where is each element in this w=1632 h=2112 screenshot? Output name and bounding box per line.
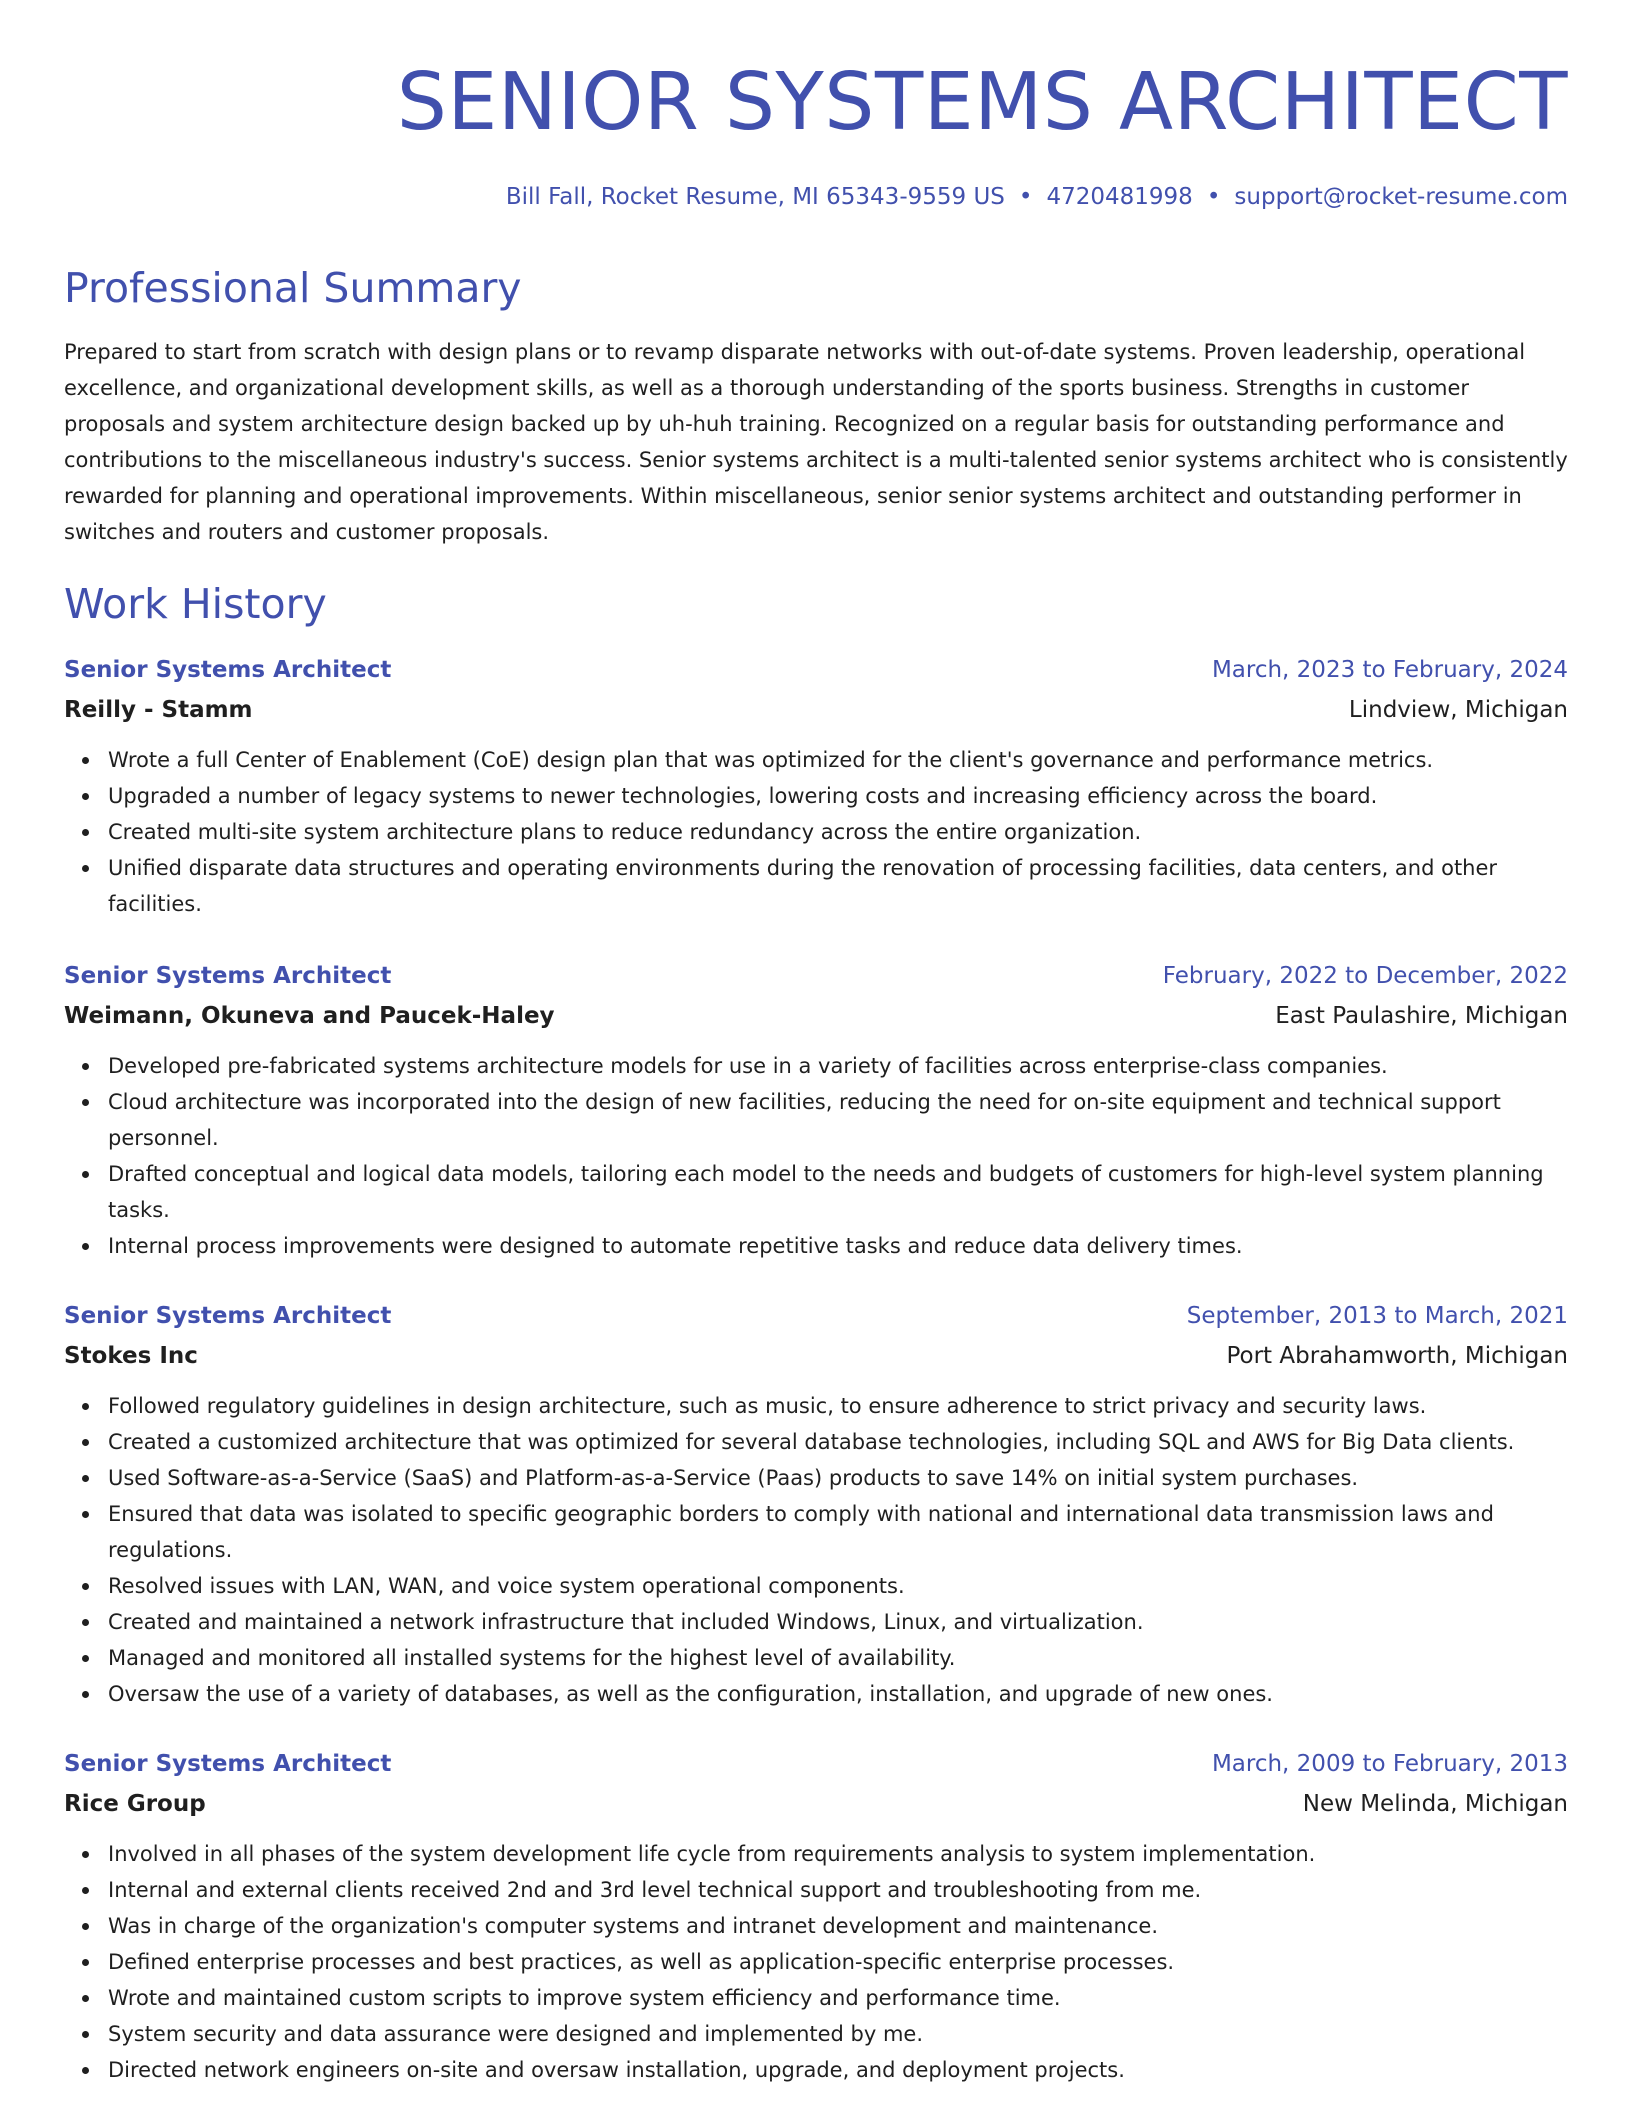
contact-separator: • <box>1018 184 1033 210</box>
contact-separator: • <box>1206 184 1221 210</box>
contact-phone: 4720481998 <box>1046 184 1193 210</box>
job-bullet: Created and maintained a network infrastructure that included Windows, Linux, and virtualization. <box>108 1604 1568 1640</box>
job-bullet-list <box>64 1836 1568 2088</box>
job-header-row <box>64 650 1568 690</box>
job-location: East Paulashire, Michigan <box>1275 1003 1568 1029</box>
job-dates: September, 2013 to March, 2021 <box>1186 1303 1568 1329</box>
job-bullet: Cloud architecture was incorporated into the design of new facilities, reducing the need for on-site equipment and technical support personnel. <box>108 1084 1568 1156</box>
job-bullet: Was in charge of the organization's computer systems and intranet development and maintenance. <box>108 1908 1568 1944</box>
job-header-row <box>64 956 1568 996</box>
job-company-row <box>64 1784 1568 1824</box>
resume-title: SENIOR SYSTEMS ARCHITECT <box>396 56 1568 148</box>
job-entry <box>64 1296 1568 1712</box>
job-bullet-list <box>64 742 1568 922</box>
job-bullet: Developed pre-fabricated systems architecture models for use in a variety of facilities across enterprise-class companies. <box>108 1048 1568 1084</box>
job-bullet: Upgraded a number of legacy systems to newer technologies, lowering costs and increasing efficiency across the board. <box>108 778 1568 814</box>
job-bullet: Unified disparate data structures and operating environments during the renovation of processing facilities, data centers, and other facilities. <box>108 850 1568 922</box>
job-company-row <box>64 690 1568 730</box>
job-company-row <box>64 1336 1568 1376</box>
job-bullet: Internal process improvements were designed to automate repetitive tasks and reduce data delivery times. <box>108 1228 1568 1264</box>
job-bullet-list <box>64 1388 1568 1712</box>
summary-text: Prepared to start from scratch with design plans or to revamp disparate networks with out-of-date systems. Proven leadership, operational excellence, and organizational development skills, as well as a thorough understanding of the sports business. Strengths in customer proposals and system architecture design backed up by uh-huh training. Recognized on a regular basis for outstanding performance and contributions to the miscellaneous industry's success. Senior systems architect is a multi-talented senior systems architect who is consistently rewarded for planning and operational improvements. Within miscellaneous, senior senior systems architect and outstanding performer in switches and routers and customer proposals. <box>64 340 1568 544</box>
job-bullet: Defined enterprise processes and best practices, as well as application-specific enterprise processes. <box>108 1944 1568 1980</box>
job-location: Port Abrahamworth, Michigan <box>1226 1343 1568 1369</box>
job-title: Senior Systems Architect <box>64 1751 392 1777</box>
job-company: Reilly - Stamm <box>64 697 253 723</box>
job-bullet: Internal and external clients received 2nd and 3rd level technical support and troubleshooting from me. <box>108 1872 1568 1908</box>
job-dates: March, 2009 to February, 2013 <box>1211 1751 1568 1777</box>
job-entry <box>64 956 1568 1264</box>
job-bullet: Managed and monitored all installed systems for the highest level of availability. <box>108 1640 1568 1676</box>
job-bullet: Drafted conceptual and logical data models, tailoring each model to the needs and budgets of customers for high-level system planning tasks. <box>108 1156 1568 1228</box>
job-bullet: Resolved issues with LAN, WAN, and voice system operational components. <box>108 1568 1568 1604</box>
summary-heading: Professional Summary <box>64 264 522 312</box>
job-entry <box>64 1744 1568 2088</box>
job-title: Senior Systems Architect <box>64 1303 392 1329</box>
contact-email[interactable]: support@rocket-resume.com <box>1234 184 1568 210</box>
job-bullet: Directed network engineers on-site and oversaw installation, upgrade, and deployment projects. <box>108 2052 1568 2088</box>
job-location: Lindview, Michigan <box>1348 697 1568 723</box>
contact-line <box>506 180 1568 214</box>
job-entry <box>64 650 1568 922</box>
work-history-heading: Work History <box>64 580 327 628</box>
job-bullet: Ensured that data was isolated to specific geographic borders to comply with national and international data transmission laws and regulations. <box>108 1496 1568 1568</box>
job-title: Senior Systems Architect <box>64 963 392 989</box>
job-bullet: System security and data assurance were designed and implemented by me. <box>108 2016 1568 2052</box>
job-header-row <box>64 1744 1568 1784</box>
job-bullet: Followed regulatory guidelines in design architecture, such as music, to ensure adherence to strict privacy and security laws. <box>108 1388 1568 1424</box>
job-bullet: Wrote and maintained custom scripts to improve system efficiency and performance time. <box>108 1980 1568 2016</box>
job-bullet-list <box>64 1048 1568 1264</box>
job-bullet: Involved in all phases of the system development life cycle from requirements analysis to system implementation. <box>108 1836 1568 1872</box>
resume-page <box>64 0 1568 2112</box>
job-bullet: Used Software-as-a-Service (SaaS) and Platform-as-a-Service (Paas) products to save 14% on initial system purchases. <box>108 1460 1568 1496</box>
job-company-row <box>64 996 1568 1036</box>
job-location: New Melinda, Michigan <box>1302 1791 1568 1817</box>
contact-address: Bill Fall, Rocket Resume, MI 65343-9559 US <box>505 184 1005 210</box>
job-title: Senior Systems Architect <box>64 657 392 683</box>
job-bullet: Created multi-site system architecture plans to reduce redundancy across the entire organization. <box>108 814 1568 850</box>
job-dates: March, 2023 to February, 2024 <box>1211 657 1568 683</box>
job-company: Stokes Inc <box>64 1343 198 1369</box>
job-company: Rice Group <box>64 1791 206 1817</box>
job-dates: February, 2022 to December, 2022 <box>1162 963 1568 989</box>
job-company: Weimann, Okuneva and Paucek-Haley <box>64 1003 555 1029</box>
job-header-row <box>64 1296 1568 1336</box>
job-bullet: Wrote a full Center of Enablement (CoE) design plan that was optimized for the client's governance and performance metrics. <box>108 742 1568 778</box>
job-bullet: Created a customized architecture that was optimized for several database technologies, including SQL and AWS for Big Data clients. <box>108 1424 1568 1460</box>
job-bullet: Oversaw the use of a variety of databases, as well as the configuration, installation, and upgrade of new ones. <box>108 1676 1568 1712</box>
